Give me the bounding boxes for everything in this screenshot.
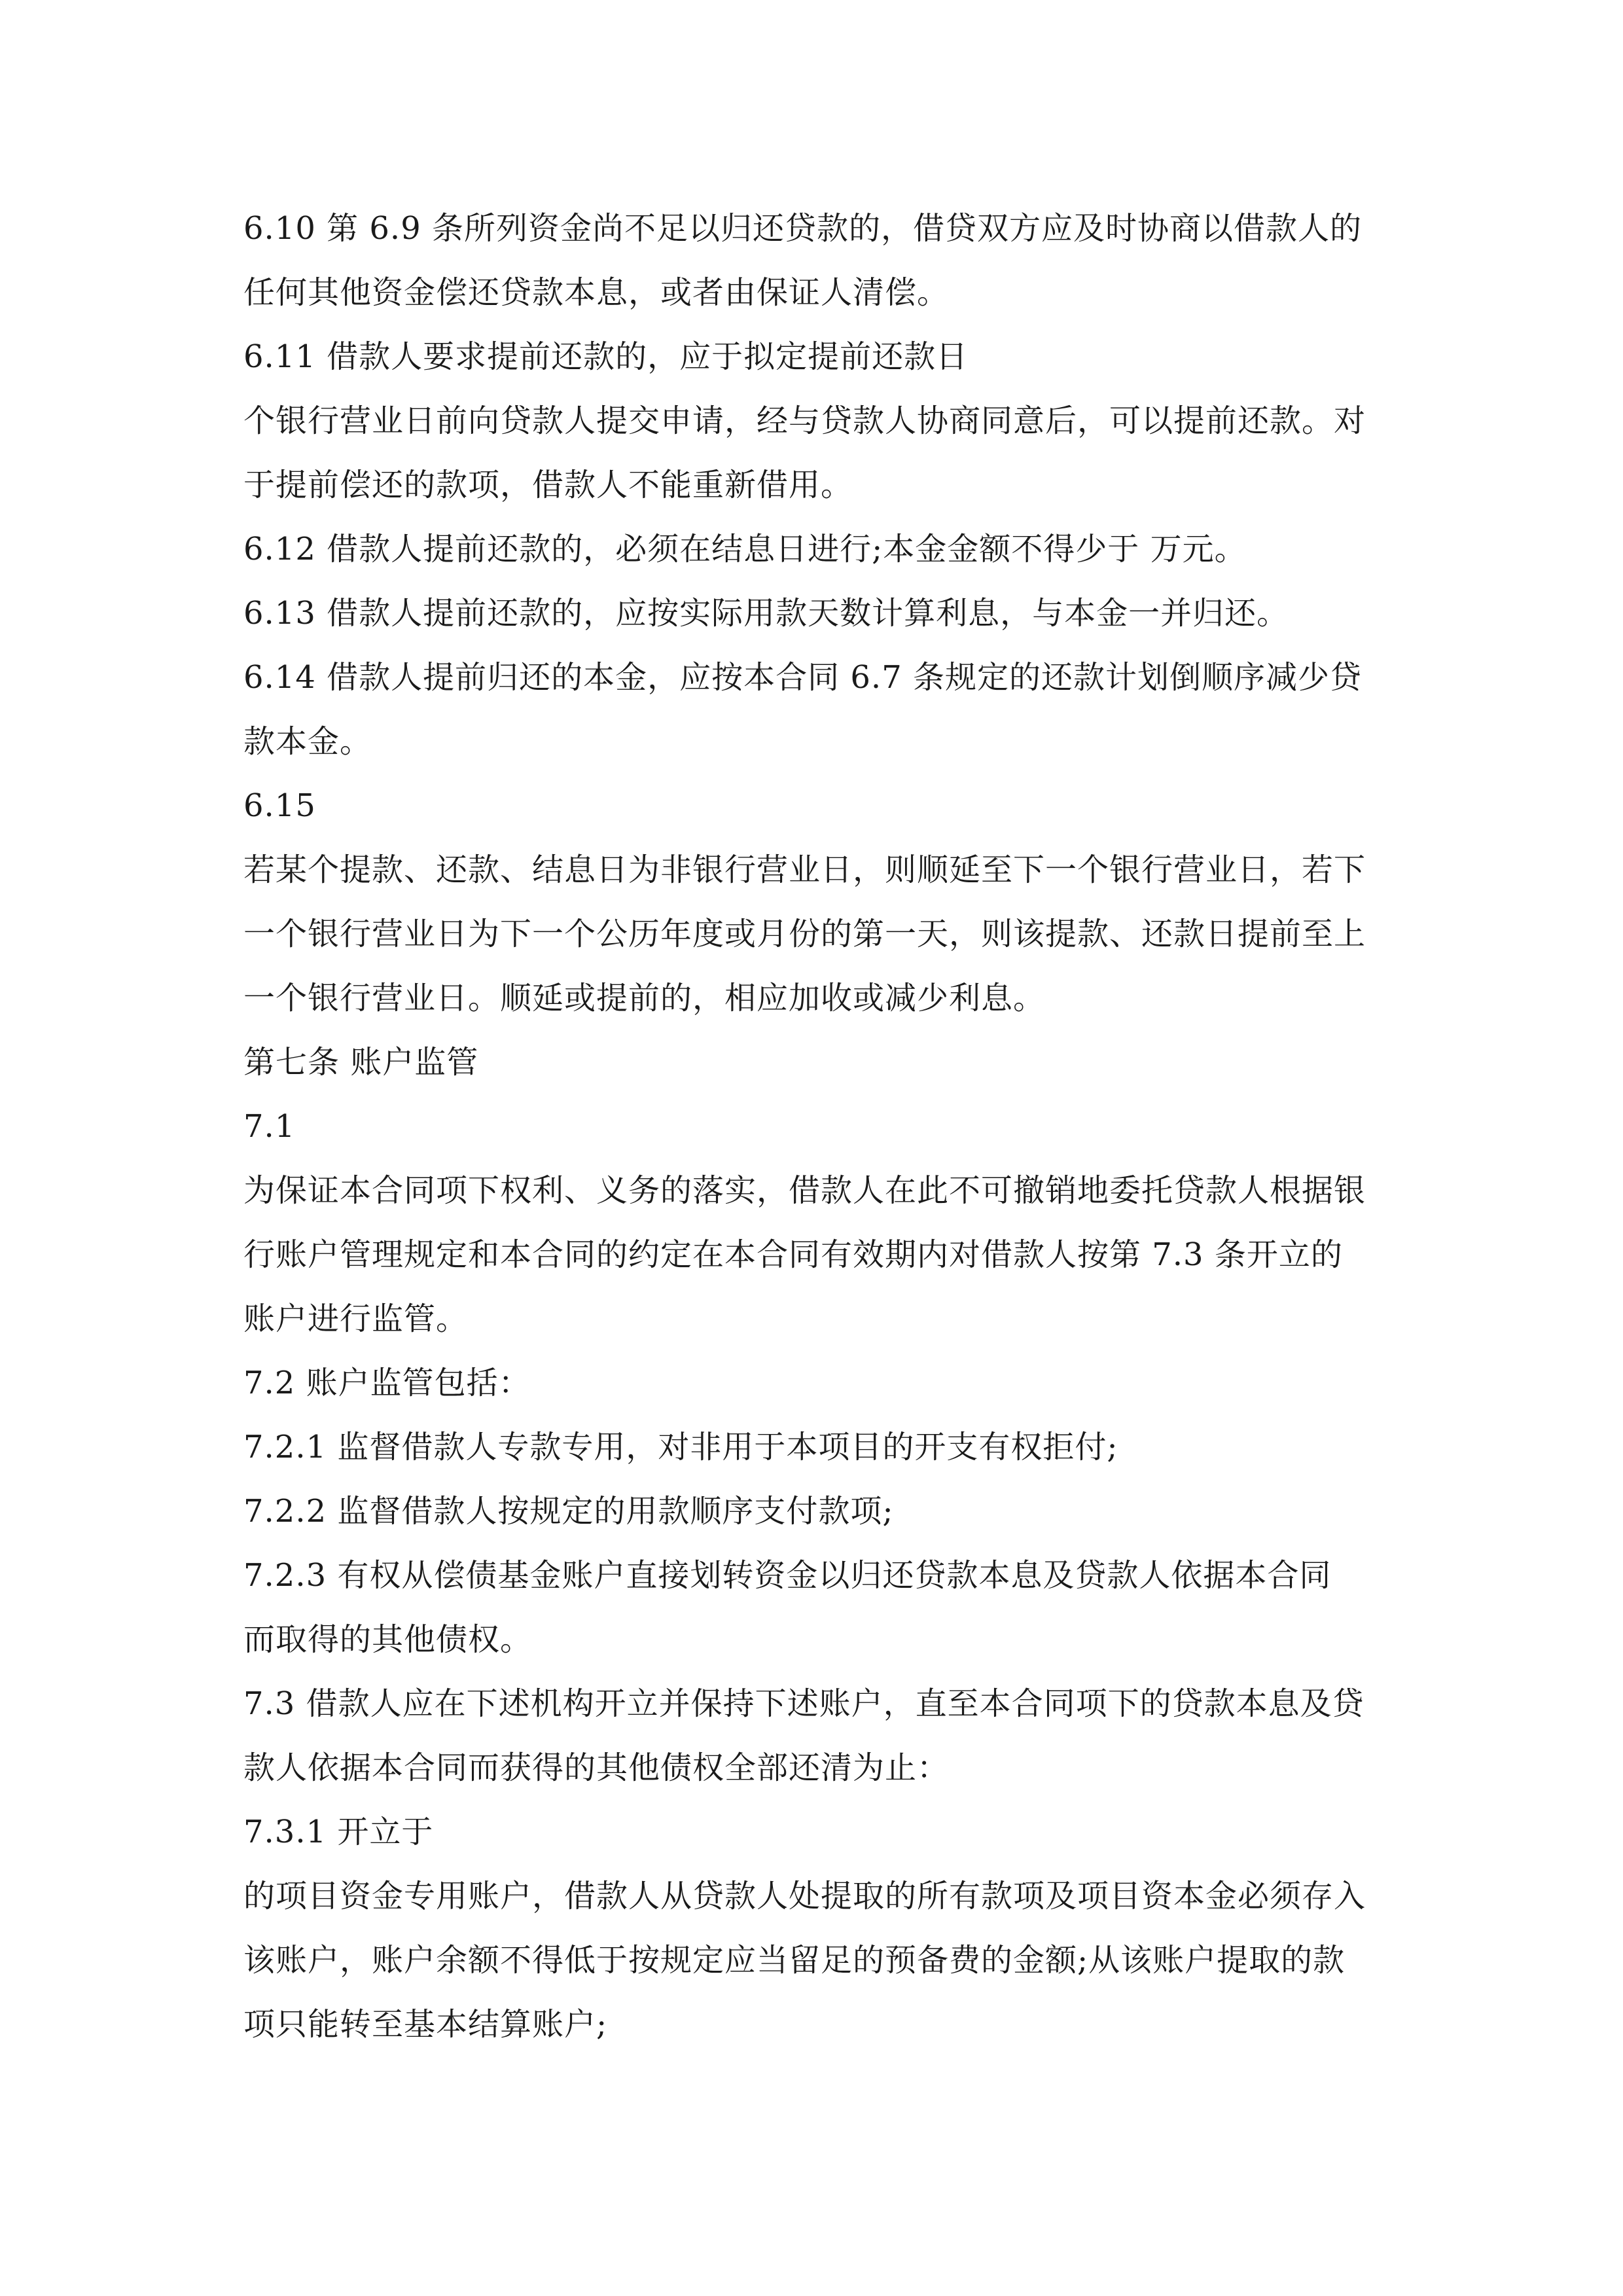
text-line: 该账户，账户余额不得低于按规定应当留足的预备费的金额;从该账户提取的款 bbox=[243, 1942, 1346, 1979]
text-line: 6.11 借款人要求提前还款的，应于拟定提前还款日 bbox=[243, 338, 969, 375]
text-line: 的项目资金专用账户，借款人从贷款人处提取的所有款项及项目资本金必须存入 bbox=[243, 1878, 1366, 1914]
text-line: 7.2.1 监督借款人专款专用，对非用于本项目的开支有权拒付; bbox=[243, 1429, 1118, 1465]
text-line: 账户进行监管。 bbox=[243, 1300, 469, 1337]
text-line: 任何其他资金偿还贷款本息，或者由保证人清偿。 bbox=[243, 274, 950, 311]
text-line: 6.15 bbox=[243, 787, 316, 824]
text-line: 7.2.2 监督借款人按规定的用款顺序支付款项; bbox=[243, 1493, 894, 1530]
text-line: 7.3.1 开立于 bbox=[243, 1814, 434, 1850]
text-line: 若某个提款、还款、结息日为非银行营业日，则顺延至下一个银行营业日，若下 bbox=[243, 852, 1366, 888]
text-line: 7.3 借款人应在下述机构开立并保持下述账户，直至本合同项下的贷款本息及贷 bbox=[243, 1685, 1364, 1722]
text-line: 6.13 借款人提前还款的，应按实际用款天数计算利息，与本金一并归还。 bbox=[243, 595, 1289, 632]
text-line: 行账户管理规定和本合同的约定在本合同有效期内对借款人按第 7.3 条开立的 bbox=[243, 1236, 1343, 1273]
text-line: 6.10 第 6.9 条所列资金尚不足以归还贷款的，借贷双方应及时协商以借款人的 bbox=[243, 210, 1362, 247]
text-line: 为保证本合同项下权利、义务的落实，借款人在此不可撤销地委托贷款人根据银 bbox=[243, 1172, 1366, 1209]
text-line: 6.12 借款人提前还款的，必须在结息日进行;本金金额不得少于 万元。 bbox=[243, 531, 1247, 567]
text-line: 7.2 账户监管包括： bbox=[243, 1365, 531, 1401]
text-line: 7.2.3 有权从偿债基金账户直接划转资金以归还贷款本息及贷款人依据本合同 bbox=[243, 1557, 1332, 1594]
section-heading: 第七条 账户监管 bbox=[243, 1044, 479, 1081]
text-line: 6.14 借款人提前归还的本金，应按本合同 6.7 条规定的还款计划倒顺序减少贷 bbox=[243, 659, 1362, 696]
text-line: 一个银行营业日为下一个公历年度或月份的第一天，则该提款、还款日提前至上 bbox=[243, 916, 1366, 952]
text-line: 款本金。 bbox=[243, 723, 372, 760]
text-line: 7.1 bbox=[243, 1108, 296, 1145]
document-body bbox=[243, 196, 1382, 2056]
text-line: 个银行营业日前向贷款人提交申请，经与贷款人协商同意后，可以提前还款。对 bbox=[243, 403, 1366, 439]
text-line: 一个银行营业日。顺延或提前的，相应加收或减少利息。 bbox=[243, 980, 1046, 1016]
text-line: 于提前偿还的款项，借款人不能重新借用。 bbox=[243, 467, 853, 503]
text-line: 而取得的其他债权。 bbox=[243, 1621, 533, 1658]
text-line: 款人依据本合同而获得的其他债权全部还清为止： bbox=[243, 1749, 950, 1786]
text-line: 项只能转至基本结算账户; bbox=[243, 2006, 608, 2043]
